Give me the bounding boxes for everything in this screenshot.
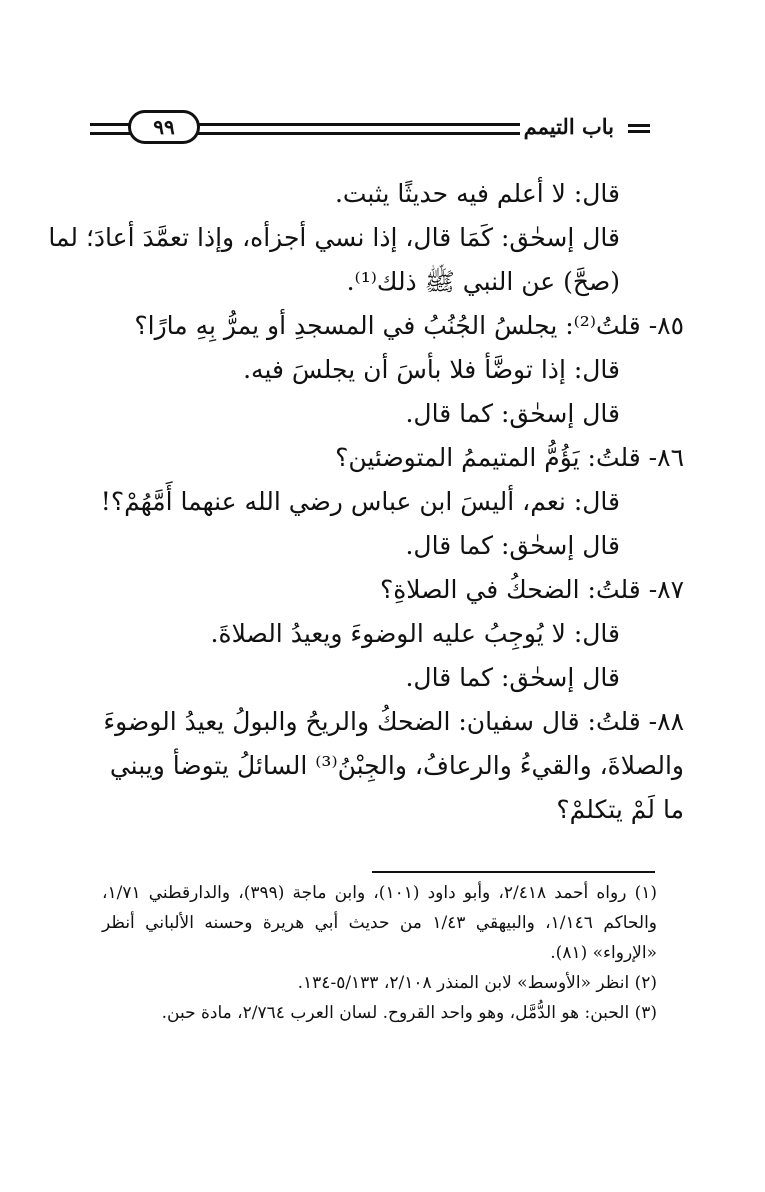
- question-85: ٨٥- قلتُ⁽²⁾: يجلسُ الجُنُبُ في المسجدِ أو يمرُّ بِهِ مارًا؟: [134, 311, 684, 340]
- question-86: ٨٦- قلتُ: يَؤُمُّ المتيممُ المتوضئين؟: [335, 443, 684, 472]
- text-line: قال إسحٰق: كَمَا قال، إذا نسي أجزأه، وإذا تعمَّدَ أعادَ؛ لما: [48, 223, 620, 252]
- footnote-separator: [372, 871, 655, 873]
- header-dash: [628, 124, 650, 133]
- text-line: قال: إذا توضَّأ فلا بأسَ أن يجلسَ فيه.: [243, 355, 620, 384]
- footnote-3: (٣) الحبن: هو الدُّمَّل، وهو واحد القروح. لسان العرب ٢/٧٦٤، مادة حبن.: [161, 1003, 657, 1023]
- text-line: قال: نعم، أليسَ ابن عباس رضي الله عنهما أَمَّهُمْ؟!: [100, 487, 620, 516]
- header-rule-left: [90, 123, 130, 135]
- text-line: قال: لا يُوجِبُ عليه الوضوءَ ويعيدُ الصلاةَ.: [210, 619, 620, 648]
- text-line: قال إسحٰق: كما قال.: [405, 399, 620, 428]
- page-number: ٩٩: [128, 110, 200, 144]
- footnote-2: (٢) انظر «الأوسط» لابن المنذر ٢/١٠٨، ٥/١٣٣-١٣٤.: [297, 973, 657, 993]
- text-line: قال إسحٰق: كما قال.: [405, 663, 620, 692]
- question-87: ٨٧- قلتُ: الضحكُ في الصلاةِ؟: [379, 575, 684, 604]
- text-line: قال: لا أعلم فيه حديثًا يثبت.: [334, 179, 620, 208]
- page-header: [90, 108, 650, 150]
- footnotes: [102, 878, 657, 1028]
- text-line: (صحَّ) عن النبي ﷺ ذلك⁽¹⁾.: [346, 267, 620, 296]
- text-line: قال إسحٰق: كما قال.: [405, 531, 620, 560]
- header-rule: [198, 123, 520, 135]
- chapter-title: باب التيمم: [523, 114, 614, 139]
- footnote-1: (١) رواه أحمد ٢/٤١٨، وأبو داود (١٠١)، وابن ماجة (٣٩٩)، والدارقطني ١/٧١، والحاكم ١/١٤٦، والبيهقي ١/٤٣ من حديث أبي هريرة وحسنه الألباني أنظر «الإرواء» (٨١).: [102, 883, 657, 963]
- text-line: ما لَمْ يتكلمْ؟: [556, 795, 684, 824]
- main-text: [48, 172, 684, 832]
- question-88: ٨٨- قلتُ: قال سفيان: الضحكُ والريحُ والبولُ يعيدُ الوضوءَ: [103, 707, 684, 736]
- text-line: والصلاةَ، والقيءُ والرعافُ، والجِبْنُ⁽³⁾ السائلُ يتوضأ ويبني: [109, 751, 684, 780]
